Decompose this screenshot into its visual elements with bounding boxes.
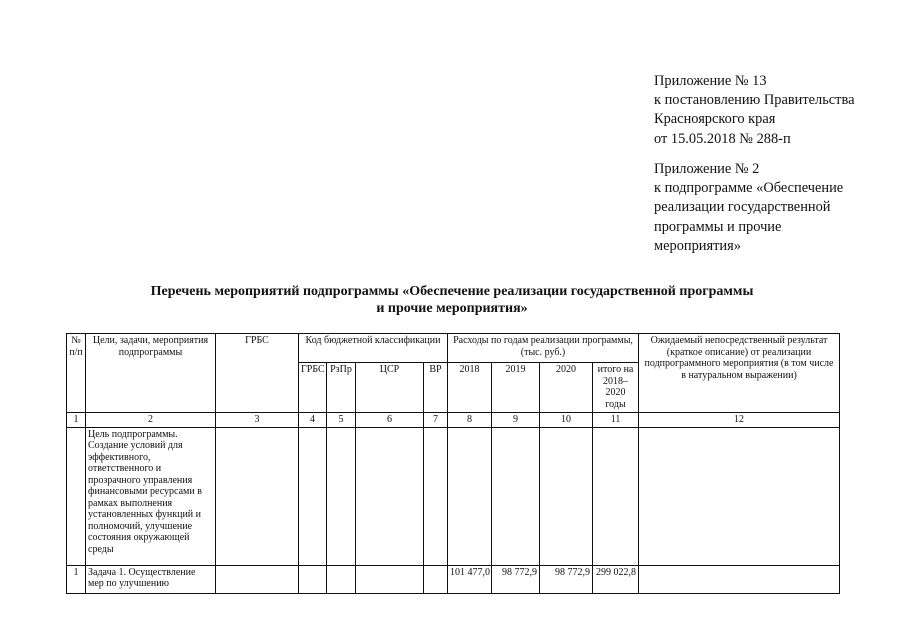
goal-cell	[540, 427, 593, 565]
header-expenses: Расходы по годам реализации программы, (тыс. руб.)	[448, 334, 639, 363]
header-row-1	[67, 334, 840, 363]
column-number: 10	[540, 413, 593, 428]
appendix-13-block	[654, 72, 854, 149]
task-no: 1	[67, 565, 86, 593]
goal-cell	[356, 427, 424, 565]
column-number: 5	[327, 413, 356, 428]
task-total: 299 022,8	[593, 565, 639, 593]
appendix-2-block	[654, 160, 843, 256]
goal-cell	[299, 427, 327, 565]
header-sub-csr: ЦСР	[356, 363, 424, 413]
header-sub-rzpr: РзПр	[327, 363, 356, 413]
measures-table	[66, 333, 840, 594]
column-number: 3	[216, 413, 299, 428]
header-goals: Цели, задачи, мероприятия подпрограммы	[86, 334, 216, 413]
column-number: 1	[67, 413, 86, 428]
task-2020: 98 772,9	[540, 565, 593, 593]
column-numbers-row	[67, 413, 840, 428]
appendix-line: к постановлению Правительства	[654, 92, 855, 109]
task-text: Задача 1. Осуществление мер по улучшению	[86, 565, 216, 593]
task-cell	[327, 565, 356, 593]
column-number: 12	[639, 413, 840, 428]
appendix-line: от 15.05.2018 № 288-п	[654, 130, 791, 147]
document-title	[66, 283, 838, 317]
appendix-line: Красноярского края	[654, 111, 776, 128]
goal-cell	[593, 427, 639, 565]
column-number: 11	[593, 413, 639, 428]
header-sub-total: итого на 2018–2020 годы	[593, 363, 639, 413]
goal-no-cell	[67, 427, 86, 565]
header-result: Ожидаемый непосредственный результат (краткое описание) от реализации подпрограммного мероприятия (в том числе в натуральном выражении)	[639, 334, 840, 413]
goal-cell	[448, 427, 492, 565]
goal-cell	[639, 427, 840, 565]
appendix-line: Приложение № 2	[654, 161, 760, 177]
goal-cell	[492, 427, 540, 565]
column-number: 6	[356, 413, 424, 428]
goal-cell	[327, 427, 356, 565]
column-number: 2	[86, 413, 216, 428]
title-line-2: и прочие мероприятия»	[376, 301, 528, 316]
header-sub-2019: 2019	[492, 363, 540, 413]
task-row	[67, 565, 840, 593]
header-no: № п/п	[67, 334, 86, 413]
appendix-line: мероприятия»	[654, 237, 741, 254]
appendix-line: реализации государственной	[654, 199, 831, 216]
column-number: 4	[299, 413, 327, 428]
goal-row	[67, 427, 840, 565]
task-cell	[639, 565, 840, 593]
header-sub-grbs: ГРБС	[299, 363, 327, 413]
task-2018: 101 477,0	[448, 565, 492, 593]
goal-text: Цель подпрограммы. Создание условий для эффективного, ответственного и прозрачного управления финансовыми ресурсами в рамках выполнения установленных функций и полномочий, улучшение состояния окружающей среды	[86, 427, 216, 565]
header-sub-vr: ВР	[424, 363, 448, 413]
header-sub-2018: 2018	[448, 363, 492, 413]
header-budget-code: Код бюджетной классификации	[299, 334, 448, 363]
task-cell	[356, 565, 424, 593]
header-grbs: ГРБС	[216, 334, 299, 413]
goal-cell	[216, 427, 299, 565]
header-sub-2020: 2020	[540, 363, 593, 413]
task-2019: 98 772,9	[492, 565, 540, 593]
column-number: 9	[492, 413, 540, 428]
goal-cell	[424, 427, 448, 565]
appendix-line: программы и прочие	[654, 218, 782, 235]
task-cell	[216, 565, 299, 593]
appendix-line: к подпрограмме «Обеспечение	[654, 180, 844, 197]
task-cell	[424, 565, 448, 593]
title-line-1: Перечень мероприятий подпрограммы «Обеспечение реализации государственной программы	[150, 284, 754, 299]
appendix-line: Приложение № 13	[654, 73, 767, 89]
column-number: 8	[448, 413, 492, 428]
column-number: 7	[424, 413, 448, 428]
task-cell	[299, 565, 327, 593]
